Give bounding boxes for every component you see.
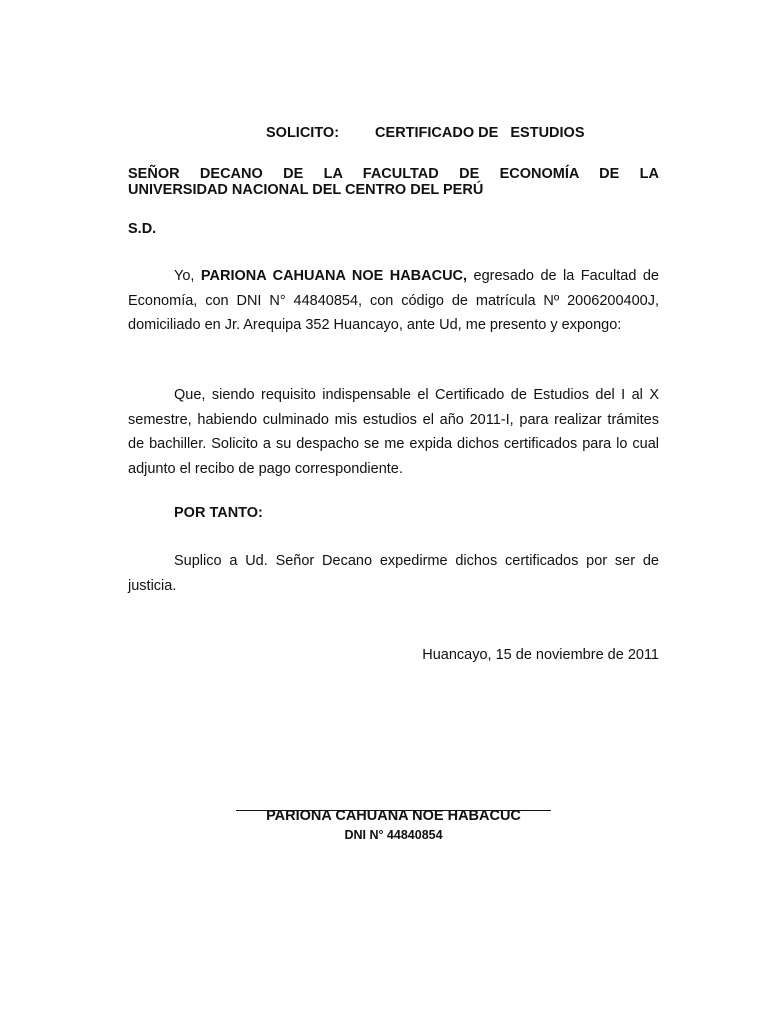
addressee bbox=[128, 166, 659, 198]
por-tanto-heading: POR TANTO: bbox=[174, 505, 263, 521]
paragraph-closing: Suplico a Ud. Señor Decano expedirme dichos certificados por ser de justicia. bbox=[128, 553, 659, 594]
signature-dni: DNI N° 44840854 bbox=[344, 828, 443, 842]
paragraph-request: Que, siendo requisito indispensable el Certificado de Estudios del I al X semestre, habiendo culminado mis estudios el año 2011-I, para realizar trámites de bachiller. Solicito a su despacho se me expida dichos certificados para lo cual adjunto el recibo de pago correspondiente. bbox=[128, 387, 659, 477]
intro-prefix: Yo, bbox=[174, 268, 201, 284]
intro-rest: egresado de la Facultad de Economía, con DNI N° 44840854, con código de matrícula Nº 2006200400J, domiciliado en Jr. Arequipa 352 Huancayo, ante Ud, me presento y expongo: bbox=[128, 268, 659, 333]
salutation: S.D. bbox=[128, 221, 157, 237]
subject-value: CERTIFICADO DE ESTUDIOS bbox=[375, 125, 585, 141]
subject-line bbox=[266, 125, 585, 141]
addressee-line-2: UNIVERSIDAD NACIONAL DEL CENTRO DEL PERÚ bbox=[128, 182, 484, 198]
subject-label: SOLICITO: bbox=[266, 125, 340, 141]
signature-name: PARIONA CAHUANA NOE HABACUC bbox=[266, 808, 521, 824]
addressee-line-1: SEÑOR DECANO DE LA FACULTAD DE ECONOMÍA DE LA bbox=[128, 166, 659, 182]
applicant-name: PARIONA CAHUANA NOE HABACUC, bbox=[200, 268, 468, 284]
date-line: Huancayo, 15 de noviembre de 2011 bbox=[422, 647, 659, 663]
paragraph-intro bbox=[128, 264, 659, 338]
